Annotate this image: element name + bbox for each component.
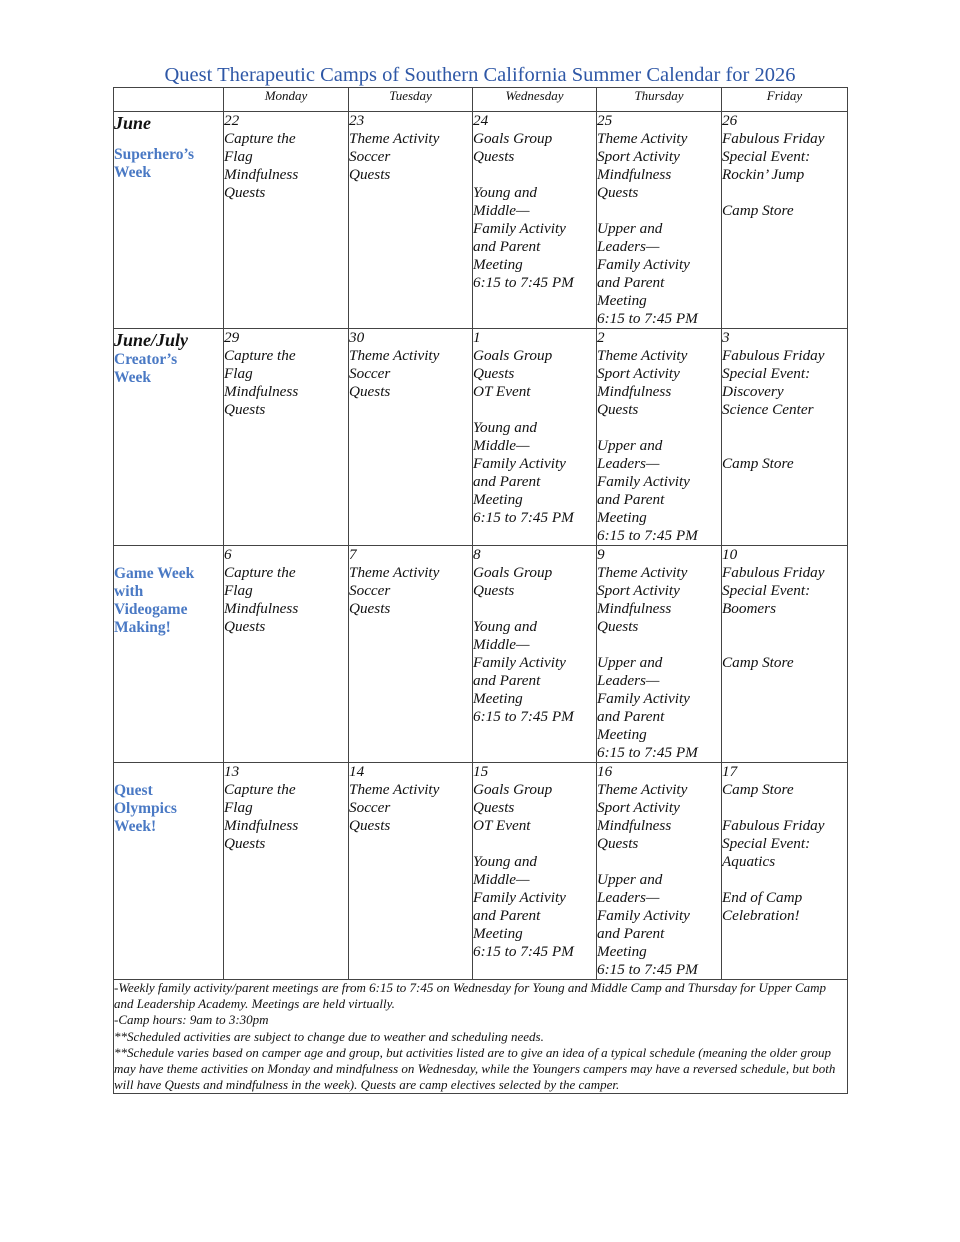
note-line: **Schedule varies based on camper age and group, but activities listed are to give an idea of a typical schedule (meaning the older group may have theme activities on Monday and mindfulness on Wednesday, while the Youngers campers may have a reversed schedule, but both will have Quests and mindfulness in the week). Quests are camp electives selected by the camper.	[114, 1044, 836, 1093]
day-cell: 8 Goals Group Quests Young and Middle— Family Activity and Parent Meeting 6:15 to 7:45 PM	[473, 546, 597, 763]
note-line: **Scheduled activities are subject to change due to weather and scheduling needs.	[114, 1028, 544, 1044]
month-label: June	[114, 113, 152, 133]
day-cell: 2 Theme Activity Sport Activity Mindfulness Quests Upper and Leaders— Family Activity and Parent Meeting 6:15 to 7:45 PM	[597, 329, 722, 546]
week-label-cell	[114, 546, 224, 763]
day-cell: 7 Theme Activity Soccer Quests	[349, 546, 473, 763]
note-line: -Weekly family activity/parent meetings are from 6:15 to 7:45 on Wednesday for Young and Middle Camp and Thursday for Upper Camp and Leadership Academy. Meetings are held virtually.	[114, 980, 827, 1012]
week-theme: Creator’s Week	[114, 351, 178, 386]
day-cell: 26 Fabulous Friday Special Event: Rockin’ Jump Camp Store	[722, 112, 848, 329]
week-theme: Quest Olympics Week!	[114, 782, 177, 835]
day-cell: 1 Goals Group Quests OT Event Young and Middle— Family Activity and Parent Meeting 6:15 to 7:45 PM	[473, 329, 597, 546]
day-header-tuesday: Tuesday	[349, 88, 473, 112]
notes-cell	[114, 980, 848, 1094]
day-cell: 9 Theme Activity Sport Activity Mindfulness Quests Upper and Leaders— Family Activity and Parent Meeting 6:15 to 7:45 PM	[597, 546, 722, 763]
day-cell: 17 Camp Store Fabulous Friday Special Event: Aquatics End of Camp Celebration!	[722, 763, 848, 980]
day-header-friday: Friday	[722, 88, 848, 112]
day-cell: 29 Capture the Flag Mindfulness Quests	[224, 329, 349, 546]
week-label-cell	[114, 112, 224, 329]
week-label-cell	[114, 763, 224, 980]
day-cell: 30 Theme Activity Soccer Quests	[349, 329, 473, 546]
day-cell: 3 Fabulous Friday Special Event: Discovery Science Center Camp Store	[722, 329, 848, 546]
corner-cell	[114, 88, 224, 112]
note-line: -Camp hours: 9am to 3:30pm	[114, 1012, 269, 1028]
day-cell: 15 Goals Group Quests OT Event Young and Middle— Family Activity and Parent Meeting 6:15 to 7:45 PM	[473, 763, 597, 980]
day-cell: 16 Theme Activity Sport Activity Mindfulness Quests Upper and Leaders— Family Activity and Parent Meeting 6:15 to 7:45 PM	[597, 763, 722, 980]
week-row	[114, 112, 848, 329]
day-cell: 14 Theme Activity Soccer Quests	[349, 763, 473, 980]
day-header-thursday: Thursday	[597, 88, 722, 112]
week-theme: Superhero’s Week	[114, 146, 195, 181]
day-cell: 13 Capture the Flag Mindfulness Quests	[224, 763, 349, 980]
day-cell: 6 Capture the Flag Mindfulness Quests	[224, 546, 349, 763]
summer-calendar-table	[113, 87, 848, 1094]
day-cell: 23 Theme Activity Soccer Quests	[349, 112, 473, 329]
notes-row	[114, 980, 848, 1094]
day-header-monday: Monday	[224, 88, 349, 112]
day-cell: 22 Capture the Flag Mindfulness Quests	[224, 112, 349, 329]
week-theme: Game Week with Videogame Making!	[114, 565, 195, 636]
week-row	[114, 763, 848, 980]
day-header-row	[114, 88, 848, 112]
day-cell: 10 Fabulous Friday Special Event: Boomers Camp Store	[722, 546, 848, 763]
day-header-wednesday: Wednesday	[473, 88, 597, 112]
day-cell: 24 Goals Group Quests Young and Middle— Family Activity and Parent Meeting 6:15 to 7:45 PM	[473, 112, 597, 329]
week-row	[114, 329, 848, 546]
day-cell: 25 Theme Activity Sport Activity Mindfulness Quests Upper and Leaders— Family Activity and Parent Meeting 6:15 to 7:45 PM	[597, 112, 722, 329]
week-row	[114, 546, 848, 763]
month-label: June/July	[114, 330, 189, 350]
page-title: Quest Therapeutic Camps of Southern California Summer Calendar for 2026	[164, 64, 796, 86]
week-label-cell	[114, 329, 224, 546]
